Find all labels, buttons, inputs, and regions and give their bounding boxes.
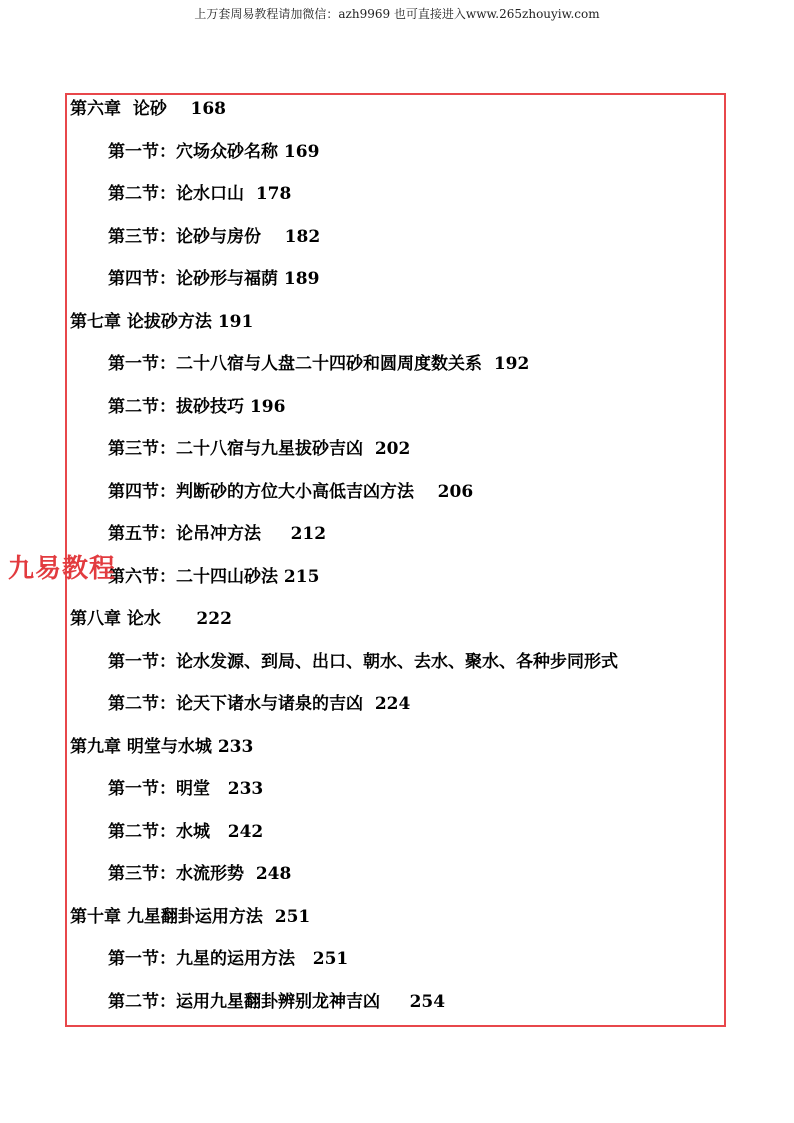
page-header: 上万套周易教程请加微信：azh9969 也可直接进入www.265zhouyiw.com (194, 7, 600, 21)
toc-section: 第六节：二十四山砂法 215 (108, 567, 320, 587)
toc-section: 第四节：判断砂的方位大小高低吉凶方法 206 (108, 482, 474, 502)
toc-section: 第二节：论水口山 178 (108, 184, 292, 204)
toc-chapter: 第六章 论砂 168 (70, 99, 226, 119)
toc-chapter: 第七章 论拔砂方法 191 (70, 312, 254, 332)
toc-section: 第一节：论水发源、到局、出口、朝水、去水、聚水、各种步同形式 (108, 652, 618, 672)
toc-section: 第三节：二十八宿与九星拔砂吉凶 202 (108, 439, 411, 459)
toc-section: 第三节：水流形势 248 (108, 864, 292, 884)
toc-section: 第三节：论砂与房份 182 (108, 227, 321, 247)
toc-chapter: 第十章 九星翻卦运用方法 251 (70, 907, 311, 927)
toc-section: 第一节：九星的运用方法 251 (108, 949, 349, 969)
toc-chapter: 第八章 论水 222 (70, 609, 232, 629)
watermark-logo: 九易教程 (8, 554, 117, 584)
toc-section: 第一节：明堂 233 (108, 779, 264, 799)
toc-section: 第二节：论天下诸水与诸泉的吉凶 224 (108, 694, 411, 714)
toc-section: 第五节：论吊冲方法 212 (108, 524, 327, 544)
toc-section: 第一节：穴场众砂名称 169 (108, 142, 320, 162)
toc-section: 第一节：二十八宿与人盘二十四砂和圆周度数关系 192 (108, 354, 530, 374)
toc-section: 第四节：论砂形与福荫 189 (108, 269, 320, 289)
toc-chapter: 第九章 明堂与水城 233 (70, 737, 254, 757)
toc-section: 第二节：拔砂技巧 196 (108, 397, 286, 417)
toc-section: 第二节：水城 242 (108, 822, 264, 842)
toc-section: 第二节：运用九星翻卦辨别龙神吉凶 254 (108, 992, 446, 1012)
